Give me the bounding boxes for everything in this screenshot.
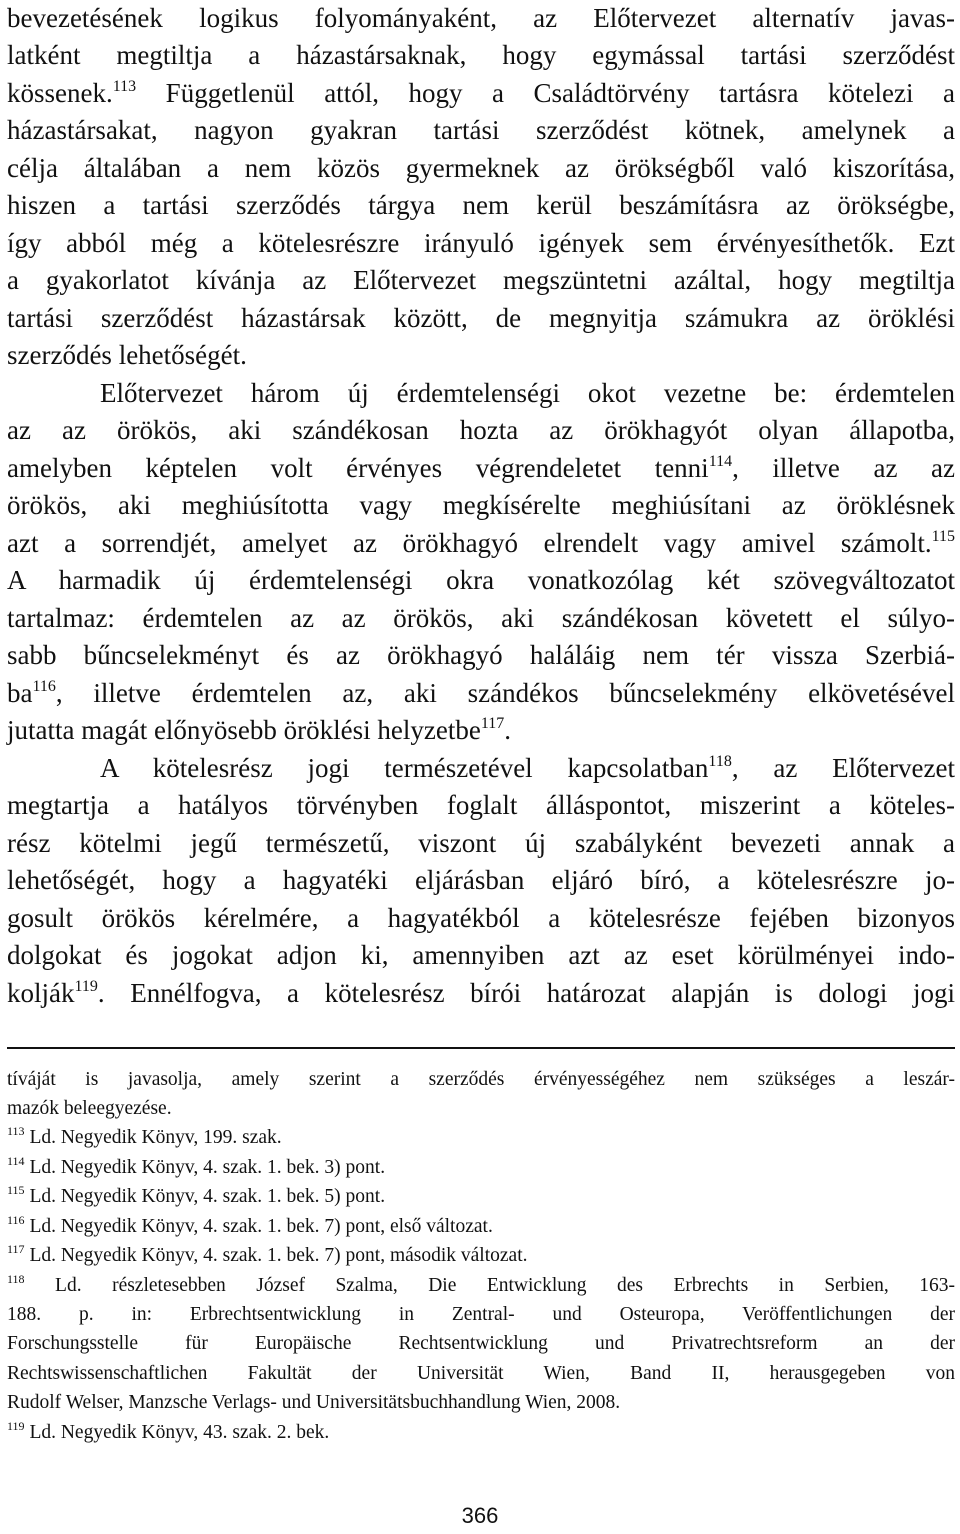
body-line: tartalmaz: érdemtelen az az örökös, aki szándékosan követett el súlyo-: [7, 603, 955, 633]
body-line: A kötelesrész jogi természetével kapcsolatban$^{118}$, az Előtervezet: [100, 753, 955, 783]
body-line: Előtervezet három új érdemtelenségi okot vezetne be: érdemtelen: [100, 378, 955, 408]
footnote-ref[interactable]: 113: [112, 78, 137, 95]
body-line: lehetőségét, hogy a hagyatéki eljárásban eljáró bíró, a kötelesrészre jo-: [7, 865, 955, 895]
body-line: A harmadik új érdemtelenségi okra vonatkozólag két szövegváltozatot: [7, 565, 955, 595]
body-line: sabb bűncselekményt és az örökhagyó haláláig nem tér vissza Szerbiá-: [7, 640, 955, 670]
footnote-ref[interactable]: 119: [74, 978, 98, 995]
body-line: $ba^{116}$, illetve érdemtelen az, aki szándékos bűncselekmény elkövetésével: [7, 678, 955, 708]
body-line: azt a sorrendjét, amelyet az örökhagyó elrendelt vagy amivel számolt.$^{115}$: [7, 528, 955, 558]
footnote-line: tívájá​t is javasolja, amely szerint a szerződés érvényességéhez nem szükséges a leszár-: [7, 1069, 955, 1090]
footnote-line: mazók beleegyezése.: [7, 1098, 172, 1119]
page-number: 366: [461, 1503, 499, 1528]
body-line: az az örökös, aki szándékosan hozta az örökhagyót olyan állapotba,: [7, 415, 955, 445]
footnote-118: $^{118}$ Ld. részletesebben József Szalma, Die Entwicklung des Erbrechts in Serbien, 163-: [7, 1272, 955, 1296]
body-line: rész kötelmi jegű természetű, viszont új szabályként bevezeti annak a: [7, 828, 955, 858]
footnote-117: $^{117}$ Ld. Negyedik Könyv, 4. szak. 1. bek. 7) pont, második változat.: [7, 1242, 528, 1266]
body-line: jutatta magát előnyösebb öröklési helyzetbe$^{117}$.: [7, 715, 512, 745]
footnote-114: $^{114}$ Ld. Negyedik Könyv, 4. szak. 1. bek. 3) pont.: [7, 1154, 386, 1178]
footnote-ref[interactable]: 115: [931, 528, 955, 545]
body-line: a gyakorlatot kívánja az Előtervezet megszüntetni azáltal, hogy megtiltja: [7, 265, 955, 295]
body-line: szerződés lehetőségét.: [7, 340, 247, 370]
body-line: gosult örökös kérelmére, a hagyatékból a kötelesrésze fejében bizonyos: [7, 903, 955, 933]
body-line: bevezetésének logikus folyományaként, az Előtervezet alternatív javas-: [7, 3, 955, 33]
body-line: hiszen a tartási szerződés tárgya nem kerül beszámításra az örökségbe,: [7, 190, 955, 220]
footnote-line: 188. p. in: Erbrechtsentwicklung in Zentral- und Osteuropa, Veröffentlichungen der: [7, 1304, 955, 1325]
body-line: kössenek.$^{113}$ Függetlenül attól, hogy a Családtörvény tartásra kötelezi a: [7, 78, 955, 108]
footnote-113: $^{113}$ Ld. Negyedik Könyv, 199. szak.: [7, 1124, 282, 1148]
body-line: örökös, aki meghiúsította vagy megkísérelte meghiúsítani az öröklésnek: [7, 490, 955, 520]
body-line: célja általában a nem közös gyermeknek az örökségből való kiszorítása,: [7, 153, 955, 183]
body-line: házastársakat, nagyon gyakran tartási szerződést kötnek, amelynek a: [7, 115, 955, 145]
footnote-line: Rudolf Welser, Manzsche Verlags- und Universitätsbuchhandlung Wien, 2008.: [7, 1392, 621, 1413]
body-line: kolják$^{119}$. Ennélfogva, a kötelesrész bírói határozat alapján is dologi jogi: [7, 978, 955, 1008]
footnote-119: $^{119}$ Ld. Negyedik Könyv, 43. szak. 2. bek.: [7, 1419, 330, 1443]
footnote-115: $^{115}$ Ld. Negyedik Könyv, 4. szak. 1. bek. 5) pont.: [7, 1183, 386, 1207]
footnote-separator: [7, 1047, 955, 1049]
body-line: így abból még a kötelesrészre irányuló igények sem érvényesíthetők. Ezt: [7, 228, 955, 258]
footnote-ref[interactable]: 114: [708, 453, 733, 470]
body-line: tartási szerződést házastársak között, de megnyitja számukra az öröklési: [7, 303, 955, 333]
footnote-ref[interactable]: 118: [708, 753, 732, 770]
body-line: dolgokat és jogokat adjon ki, amennyiben azt az eset körülményei indo-: [7, 940, 955, 970]
body-line: amelyben képtelen volt érvényes végrendeletet tenni$^{114}$, illetve az az: [7, 453, 955, 483]
footnote-line: Rechtswissenschaftlichen Fakultät der Universität Wien, Band II, herausgegeben von: [7, 1363, 955, 1384]
footnote-ref[interactable]: 116: [32, 678, 56, 695]
footnote-line: Forschungsstelle für Europäische Rechtsentwicklung und Privatrechtsreform an der: [7, 1333, 955, 1354]
body-line: megtartja a hatályos törvényben foglalt álláspontot, miszerint a köteles-: [7, 790, 955, 820]
body-line: latként megtiltja a házastársaknak, hogy egymással tartási szerződést: [7, 40, 955, 70]
footnote-116: $^{116}$ Ld. Negyedik Könyv, 4. szak. 1. bek. 7) pont, első változat.: [7, 1213, 493, 1237]
footnote-ref[interactable]: 117: [480, 715, 505, 732]
